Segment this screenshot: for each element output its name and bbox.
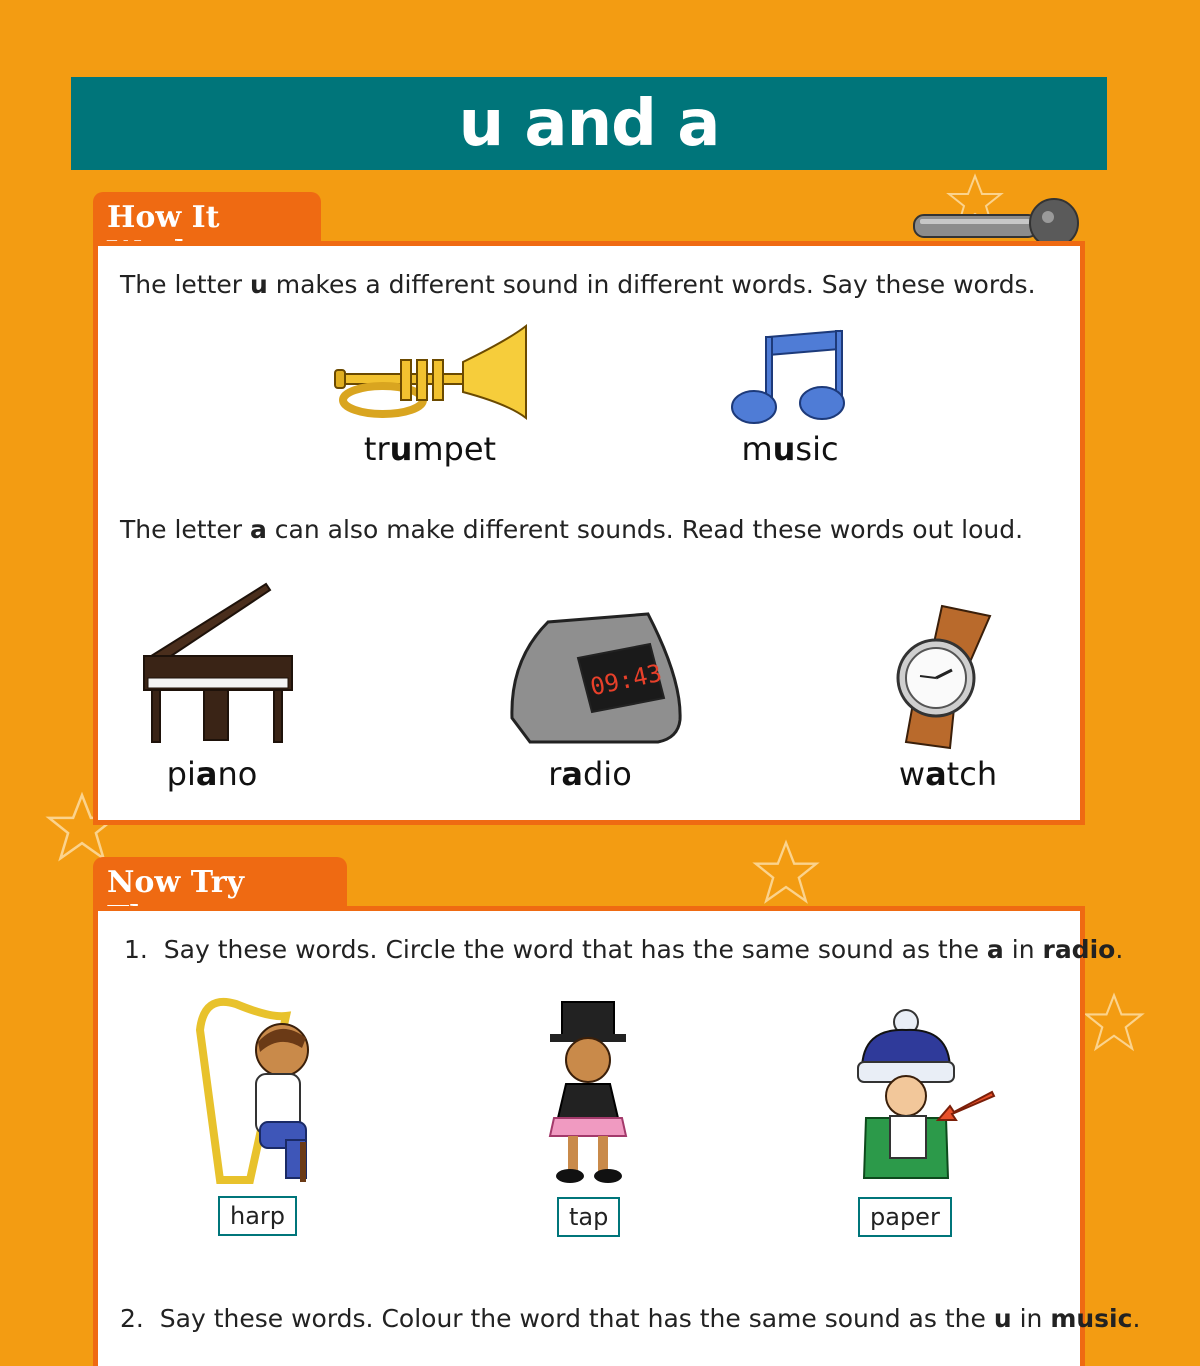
music-note-icon: [728, 327, 852, 427]
word-part: sic: [795, 430, 839, 468]
word-watch: [848, 755, 1048, 793]
word-part: r: [548, 755, 562, 793]
word-trumpet: [330, 430, 530, 468]
instruction-u: [120, 270, 1036, 299]
radio-clock-icon: [508, 610, 684, 750]
word-box-harp[interactable]: harp: [218, 1196, 297, 1236]
word-part: tr: [363, 430, 390, 468]
word-part: m: [741, 430, 773, 468]
word-radio: [490, 755, 690, 793]
instruction-bold: u: [249, 270, 268, 299]
question-text: Say these words. Colour the word that has the same sound as the: [159, 1304, 994, 1333]
word-part: tch: [946, 755, 998, 793]
word-part-bold: u: [389, 430, 413, 468]
instruction-bold: a: [249, 515, 267, 544]
instruction-text: makes a different sound in different words. Say these words.: [267, 270, 1036, 299]
word-part: w: [898, 755, 926, 793]
tab-now-try-these: Now Try: [93, 857, 347, 909]
child-with-paper-icon: [852, 1008, 1000, 1184]
trumpet-icon: [333, 322, 533, 426]
word-part-bold: a: [925, 755, 947, 793]
word-box-paper[interactable]: paper: [858, 1197, 952, 1237]
word-part-bold: u: [772, 430, 796, 468]
question-bold: radio: [1042, 935, 1116, 964]
word-piano: [112, 755, 312, 793]
word-part: pi: [166, 755, 196, 793]
word-part: dio: [582, 755, 632, 793]
question-text: .: [1132, 1304, 1141, 1333]
microphone-icon: [912, 195, 1084, 247]
question-text: Say these words. Circle the word that has the same sound as the: [163, 935, 987, 964]
tap-dancer-icon: [528, 996, 648, 1186]
question-number: 1.: [124, 935, 148, 964]
instruction-text: can also make different sounds. Read these words out loud.: [266, 515, 1024, 544]
question-text: in: [1003, 935, 1043, 964]
watch-icon: [892, 602, 1000, 750]
word-part-bold: a: [561, 755, 583, 793]
instruction-a: [120, 515, 1023, 544]
page-title: u and a: [458, 86, 720, 161]
tab-how-it-works: How It: [93, 192, 321, 244]
instruction-text: The letter: [120, 515, 250, 544]
title-bar: [71, 77, 1107, 170]
question-bold: music: [1050, 1304, 1133, 1333]
question-text: in: [1011, 1304, 1051, 1333]
clock-display: 09:43: [587, 658, 665, 702]
word-music: [690, 430, 890, 468]
word-part: mpet: [412, 430, 497, 468]
piano-icon: [138, 578, 298, 750]
question-text: .: [1115, 935, 1124, 964]
word-part: no: [217, 755, 258, 793]
word-box-tap[interactable]: tap: [557, 1197, 620, 1237]
word-part-bold: a: [195, 755, 218, 793]
star-icon: [738, 838, 834, 908]
instruction-text: The letter: [120, 270, 250, 299]
question-1: [124, 935, 1123, 964]
question-bold: u: [993, 1304, 1012, 1333]
star-icon: [1082, 985, 1146, 1061]
question-number: 2.: [120, 1304, 144, 1333]
harp-player-icon: [190, 990, 330, 1186]
question-2: [120, 1304, 1140, 1333]
question-bold: a: [986, 935, 1004, 964]
